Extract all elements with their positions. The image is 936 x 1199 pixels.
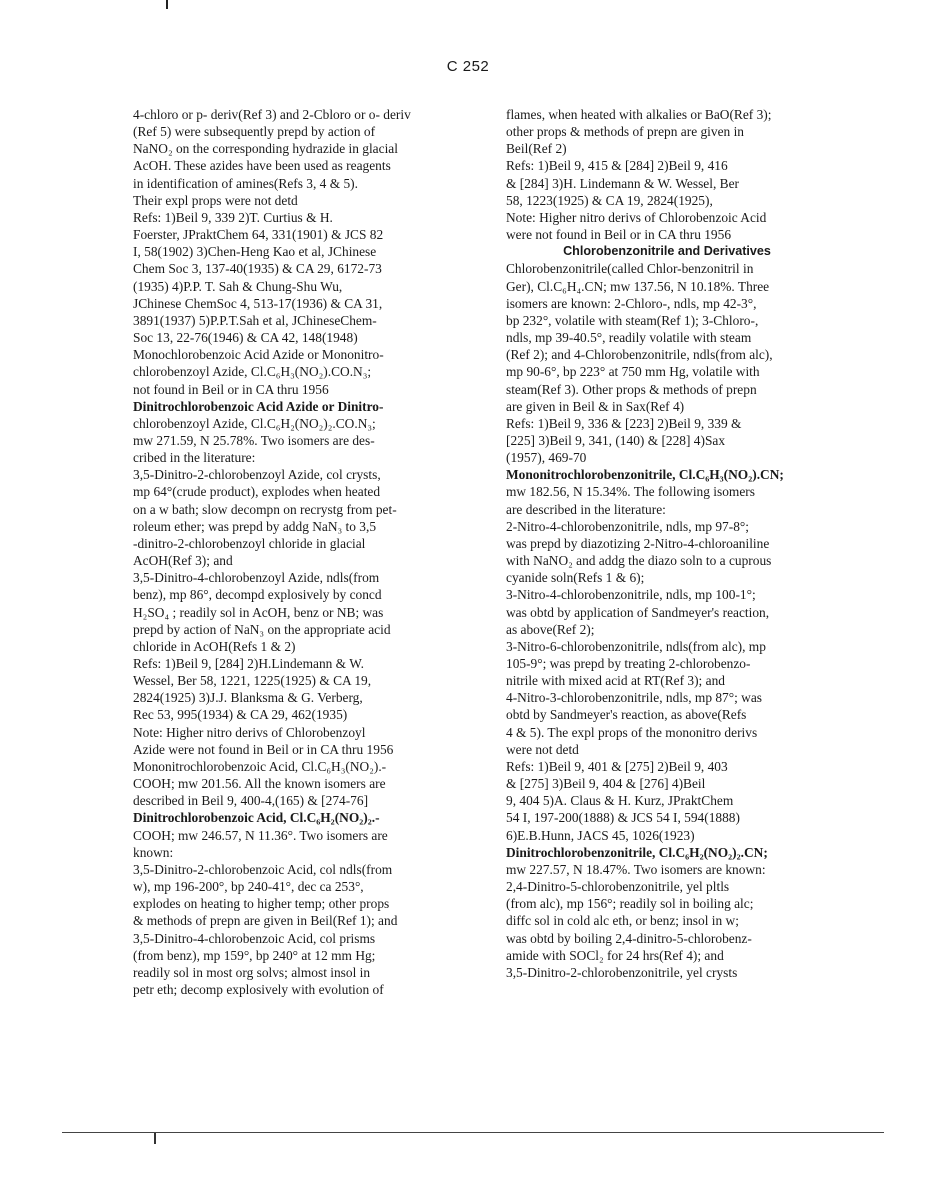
- text-line: Monochlorobenzoic Acid Azide or Mononitro-: [133, 347, 384, 363]
- text-line: (Ref 2); and 4-Chlorobenzonitrile, ndls(from alc),: [506, 347, 773, 363]
- text-line: AcOH. These azides have been used as reagents: [133, 158, 391, 174]
- text-line: diffc sol in cold alc eth, or benz; insol in w;: [506, 913, 739, 929]
- text-line: Note: Higher nitro derivs of Chlorobenzoyl: [133, 724, 366, 740]
- text-line: 3891(1937) 5)P.P.T.Sah et al, JChineseChem-: [133, 312, 377, 328]
- text-line: bp 232°, volatile with steam(Ref 1); 3-Chloro-,: [506, 312, 759, 328]
- text-line: mw 182.56, N 15.34%. The following isomers: [506, 484, 755, 500]
- entry-heading: Dinitrochlorobenzonitrile, Cl.C₆H₂(NO₂)₂.CN;: [506, 844, 768, 860]
- text-line: JChinese ChemSoc 4, 513-17(1936) & CA 31,: [133, 295, 383, 311]
- text-line: Refs: 1)Beil 9, 336 & [223] 2)Beil 9, 339 &: [506, 415, 742, 431]
- text-line: with NaNO₂ and addg the diazo soln to a cuprous: [506, 553, 772, 569]
- text-line: 3-Nitro-6-chlorobenzonitrile, ndls(from alc), mp: [506, 638, 766, 654]
- text-line: COOH; mw 246.57, N 11.36°. Two isomers are: [133, 827, 388, 843]
- text-line: (Ref 5) were subsequently prepd by action of: [133, 124, 376, 140]
- text-line: 3,5-Dinitro-2-chlorobenzonitrile, yel crysts: [506, 964, 738, 980]
- text-line: petr eth; decomp explosively with evolution of: [133, 981, 384, 997]
- text-line: 4-Nitro-3-chlorobenzonitrile, ndls, mp 87°; was: [506, 690, 763, 706]
- text-line: chlorobenzoyl Azide, Cl.C₆H₃(NO₂).CO.N₃;: [133, 364, 372, 380]
- entry-heading: Mononitrochlorobenzonitrile, Cl.C₆H₃(NO₂).CN;: [506, 467, 784, 483]
- text-line: flames, when heated with alkalies or BaO(Ref 3);: [506, 107, 772, 122]
- text-line: 3,5-Dinitro-2-chlorobenzoyl Azide, col crysts,: [133, 467, 381, 483]
- text-line: Soc 13, 22-76(1946) & CA 42, 148(1948): [133, 330, 358, 346]
- text-line: Note: Higher nitro derivs of Chlorobenzoic Acid: [506, 209, 767, 225]
- text-line: chloride in AcOH(Refs 1 & 2): [133, 638, 296, 654]
- text-line: Beil(Ref 2): [506, 141, 567, 157]
- text-line: Chem Soc 3, 137-40(1935) & CA 29, 6172-73: [133, 261, 382, 277]
- left-column: [133, 106, 455, 998]
- text-line: 105-9°; was prepd by treating 2-chlorobenzo-: [506, 656, 751, 671]
- text-line: cribed in the literature:: [133, 450, 256, 466]
- text-line: readily sol in most org solvs; almost insol in: [133, 964, 371, 980]
- footer-mark: [154, 1133, 156, 1144]
- text-line: Refs: 1)Beil 9, 339 2)T. Curtius & H.: [133, 209, 333, 225]
- text-line: Foerster, JPraktChem 64, 331(1901) & JCS 82: [133, 227, 384, 243]
- text-line: 3,5-Dinitro-2-chlorobenzoic Acid, col ndls(from: [133, 861, 393, 877]
- text-line: was obtd by boiling 2,4-dinitro-5-chlorobenz-: [506, 930, 752, 946]
- text-line: (from alc), mp 156°; readily sol in boiling alc;: [506, 896, 754, 912]
- text-line: steam(Ref 3). Other props & methods of prepn: [506, 381, 757, 397]
- text-line: 2-Nitro-4-chlorobenzonitrile, ndls, mp 97-8°;: [506, 518, 749, 534]
- text-line: other props & methods of prepn are given in: [506, 124, 744, 140]
- entry-heading: Dinitrochlorobenzoic Acid, Cl.C₆H₂(NO₂)₂.-: [133, 810, 380, 826]
- text-line: mw 227.57, N 18.47%. Two isomers are known:: [506, 861, 766, 877]
- text-line: prepd by action of NaN₃ on the appropriate acid: [133, 621, 391, 637]
- text-line: Mononitrochlorobenzoic Acid, Cl.C₆H₃(NO₂).-: [133, 758, 387, 774]
- text-line: (from benz), mp 159°, bp 240° at 12 mm Hg;: [133, 947, 376, 963]
- text-line: 3,5-Dinitro-4-chlorobenzoyl Azide, ndls(from: [133, 570, 380, 586]
- text-line: & [284] 3)H. Lindemann & W. Wessel, Ber: [506, 175, 739, 191]
- text-line: nitrile with mixed acid at RT(Ref 3); and: [506, 673, 725, 689]
- text-line: was obtd by application of Sandmeyer's reaction,: [506, 604, 770, 620]
- text-line: 9, 404 5)A. Claus & H. Kurz, JPraktChem: [506, 793, 734, 809]
- text-line: [225] 3)Beil 9, 341, (140) & [228] 4)Sax: [506, 432, 726, 448]
- text-line: mp 90-6°, bp 223° at 750 mm Hg, volatile with: [506, 364, 760, 380]
- text-line: (1935) 4)P.P. T. Sah & Chung-Shu Wu,: [133, 278, 343, 294]
- text-line: roleum ether; was prepd by addg NaN₃ to 3,5: [133, 518, 377, 534]
- text-line: Their expl props were not detd: [133, 192, 298, 208]
- text-line: ndls, mp 39-40.5°, readily volatile with steam: [506, 330, 752, 346]
- page-number: C 252: [446, 58, 490, 75]
- text-line: in identification of amines(Refs 3, 4 & 5).: [133, 175, 358, 191]
- text-line: mp 64°(crude product), explodes when heated: [133, 484, 381, 500]
- text-line: were not found in Beil or in CA thru 1956: [506, 227, 732, 243]
- text-line: known:: [133, 844, 174, 860]
- text-line: were not detd: [506, 741, 579, 757]
- text-line: 3,5-Dinitro-4-chlorobenzoic Acid, col prisms: [133, 930, 376, 946]
- text-line: 2824(1925) 3)J.J. Blanksma & G. Verberg,: [133, 690, 363, 706]
- right-column: [506, 106, 828, 981]
- text-line: obtd by Sandmeyer's reaction, as above(Refs: [506, 707, 747, 723]
- text-line: on a w bath; slow decompn on recrystg from pet-: [133, 501, 397, 517]
- text-line: mw 271.59, N 25.78%. Two isomers are des-: [133, 432, 375, 448]
- text-line: explodes on heating to higher temp; other props: [133, 896, 390, 912]
- text-line: 4-chloro or p- deriv(Ref 3) and 2-Cbloro or o- deriv: [133, 107, 411, 122]
- text-line: 2,4-Dinitro-5-chlorobenzonitrile, yel pltls: [506, 879, 730, 895]
- text-line: not found in Beil or in CA thru 1956: [133, 381, 329, 397]
- text-line: Refs: 1)Beil 9, [284] 2)H.Lindemann & W.: [133, 656, 364, 671]
- text-line: are described in the literature:: [506, 501, 666, 517]
- text-line: 54 I, 197-200(1888) & JCS 54 I, 594(1888): [506, 810, 740, 826]
- text-line: (1957), 469-70: [506, 450, 587, 466]
- text-line: H₂SO₄ ; readily sol in AcOH, benz or NB; was: [133, 604, 384, 620]
- text-line: 4 & 5). The expl props of the mononitro derivs: [506, 724, 758, 740]
- text-line: & methods of prepn are given in Beil(Ref 1); and: [133, 913, 398, 929]
- text-line: Refs: 1)Beil 9, 415 & [284] 2)Beil 9, 416: [506, 158, 728, 174]
- text-line: Wessel, Ber 58, 1221, 1225(1925) & CA 19,: [133, 673, 372, 689]
- text-line: 3-Nitro-4-chlorobenzonitrile, ndls, mp 100-1°;: [506, 587, 756, 603]
- text-line: are given in Beil & in Sax(Ref 4): [506, 398, 685, 414]
- text-line: was prepd by diazotizing 2-Nitro-4-chloroaniline: [506, 535, 770, 551]
- text-line: -dinitro-2-chlorobenzoyl chloride in glacial: [133, 535, 366, 551]
- text-line: Azide were not found in Beil or in CA thru 1956: [133, 741, 394, 757]
- text-line: w), mp 196-200°, bp 240-41°, dec ca 253°,: [133, 879, 364, 895]
- top-margin-mark: [166, 0, 168, 9]
- text-line: described in Beil 9, 400-4,(165) & [274-76]: [133, 793, 369, 809]
- section-heading: Chlorobenzonitrile and Derivatives: [563, 244, 771, 259]
- text-line: benz), mp 86°, decompd explosively by concd: [133, 587, 382, 603]
- text-line: isomers are known: 2-Chloro-, ndls, mp 42-3°,: [506, 295, 757, 311]
- text-line: 6)E.B.Hunn, JACS 45, 1026(1923): [506, 827, 695, 843]
- text-line: cyanide soln(Refs 1 & 6);: [506, 570, 645, 586]
- text-line: COOH; mw 201.56. All the known isomers are: [133, 776, 386, 792]
- text-line: AcOH(Ref 3); and: [133, 553, 233, 569]
- entry-heading: Dinitrochlorobenzoic Acid Azide or Dinitro-: [133, 398, 384, 414]
- text-line: 58, 1223(1925) & CA 19, 2824(1925),: [506, 192, 713, 208]
- text-line: amide with SOCl₂ for 24 hrs(Ref 4); and: [506, 947, 724, 963]
- text-line: Refs: 1)Beil 9, 401 & [275] 2)Beil 9, 403: [506, 758, 728, 774]
- footer-rule: [62, 1132, 884, 1133]
- text-line: NaNO₂ on the corresponding hydrazide in glacial: [133, 141, 398, 157]
- text-line: I, 58(1902) 3)Chen-Heng Kao et al, JChinese: [133, 244, 377, 260]
- text-line: Rec 53, 995(1934) & CA 29, 462(1935): [133, 707, 348, 723]
- text-line: chlorobenzoyl Azide, Cl.C₆H₂(NO₂)₂.CO.N₃;: [133, 415, 376, 431]
- text-line: Chlorobenzonitrile(called Chlor-benzonitril in: [506, 261, 754, 277]
- text-line: as above(Ref 2);: [506, 621, 595, 637]
- text-line: & [275] 3)Beil 9, 404 & [276] 4)Beil: [506, 776, 706, 792]
- text-line: Ger), Cl.C₆H₄.CN; mw 137.56, N 10.18%. Three: [506, 278, 770, 294]
